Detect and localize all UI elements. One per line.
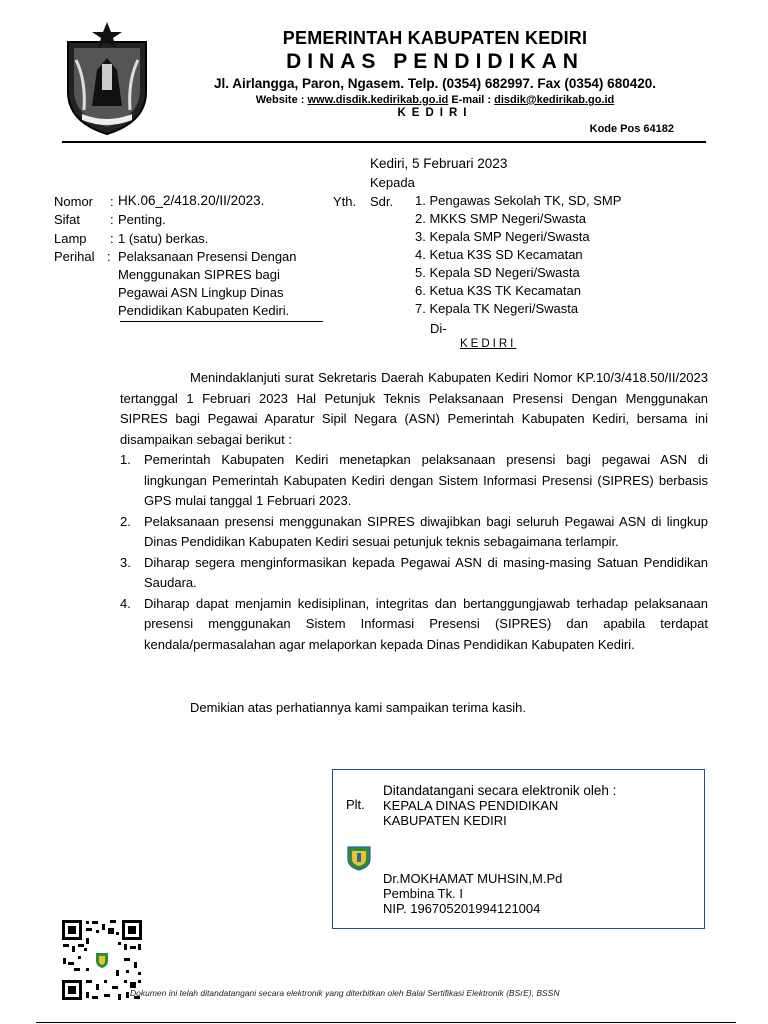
header-agency: DINAS PENDIDIKAN (286, 50, 584, 73)
lamp-colon: : (110, 231, 114, 246)
signer-nip: NIP. 196705201994121004 (383, 901, 541, 916)
signer-name: Dr.MOKHAMAT MUHSIN,M.Pd (383, 871, 563, 886)
recipient-item: 7. Kepala TK Negeri/Swasta (415, 301, 579, 316)
di-city: KEDIRI (460, 338, 517, 350)
yth-label: Yth. (333, 194, 357, 209)
recipient-item: 5. Kepala SD Negeri/Swasta (415, 265, 580, 280)
lamp-label: Lamp (54, 231, 87, 246)
recipient-item: 4. Ketua K3S SD Kecamatan (415, 247, 583, 262)
signed-by-label: Ditandatangani secara elektronik oleh : (383, 783, 617, 798)
perihal-value (118, 248, 297, 320)
lamp-value: 1 (satu) berkas. (118, 231, 209, 246)
list-item-number: 4. (120, 595, 131, 611)
kediri-emblem-icon (346, 843, 372, 871)
sifat-colon: : (110, 212, 114, 227)
recipient-item: 1. Pengawas Sekolah TK, SD, SMP (415, 193, 622, 208)
perihal-label: Perihal (54, 249, 95, 264)
perihal-underline (120, 321, 323, 322)
list-item-text: Diharap segera menginformasikan kepada Pegawai ASN di masing-masing Satuan Pendidikan Saudara. (144, 554, 708, 590)
list-item-number: 2. (120, 513, 131, 529)
di-label: Di- (430, 321, 447, 336)
list-item-text: Pemerintah Kabupaten Kediri menetapkan pelaksanaan presensi bagi pegawai ASN di lingkungan Pemerintah Kabupaten Kediri dengan Sistem Informasi Presensi (SIPRES) berbasis GPS mulai tanggal 1 Februari 2023. (144, 452, 708, 508)
kepada-label: Kepada (370, 175, 415, 190)
header-address: Jl. Airlangga, Paron, Ngasem. Telp. (0354) 682997. Fax (0354) 680420. (214, 76, 656, 91)
recipient-item: 3. Kepala SMP Negeri/Swasta (415, 229, 590, 244)
perihal-line: Pegawai ASN Lingkup Dinas (118, 285, 284, 300)
header-divider (62, 141, 706, 143)
header-city: KEDIRI (397, 107, 473, 119)
perihal-line: Pendidikan Kabupaten Kediri. (118, 303, 290, 318)
recipient-item: 6. Ketua K3S TK Kecamatan (415, 283, 581, 298)
email-link[interactable]: disdik@kedirikab.go.id (494, 94, 615, 106)
sifat-label: Sifat (54, 212, 81, 227)
list-item (120, 512, 708, 553)
plt-label: Plt. (346, 797, 365, 812)
header-contacts (170, 94, 700, 106)
list-item-text: Pelaksanaan presensi menggunakan SIPRES diwajibkan bagi seluruh Pegawai ASN di lingkup Dinas Pendidikan Kabupaten Kediri sesuai petunjuk teknis sebagaimana terlampir. (144, 513, 708, 549)
perihal-colon: : (107, 249, 111, 264)
intro-paragraph: Menindaklanjuti surat Sekretaris Daerah Kabupaten Kediri Nomor KP.10/3/418.50/II/2023 tertanggal 1 Februari 2023 Hal Petunjuk Teknis Pelaksanaan Presensi Dengan Menggunakan SIPRES bagi Pegawai Aparatur Sipil Negara (ASN) Pemerintah Kabupaten Kediri, bersama ini disampaikan sebagai berikut : (120, 370, 708, 447)
list-item-number: 3. (120, 554, 131, 570)
signer-position-1: KEPALA DINAS PENDIDIKAN (383, 798, 559, 813)
website-link[interactable]: www.disdik.kedirikab.go.id (307, 94, 449, 106)
list-item-text: Diharap dapat menjamin kedisiplinan, integritas dan bertanggungjawab terhadap pelaksanaan presensi menggunakan Sistem Informasi Presensi (SIPRES) dan apabila terdapat kendala/permasalahan agar melaporkan kepada Dinas Pendidikan Kabupaten Kediri. (144, 595, 708, 652)
list-item (120, 594, 708, 656)
perihal-line: Pelaksanaan Presensi Dengan (118, 249, 297, 264)
email-label: E-mail : (451, 94, 492, 106)
recipient-list (415, 192, 621, 318)
signer-rank: Pembina Tk. I (383, 886, 463, 901)
perihal-line: Menggunakan SIPRES bagi (118, 267, 280, 282)
points-list (120, 450, 708, 655)
esign-footnote: Dokumen ini telah ditandatangani secara elektronik yang diterbitkan oleh Balai Sertifikasi Elektronik (BSrE), BSSN (130, 988, 560, 998)
nomor-value: HK.06_2/418.20/II/2023. (118, 193, 265, 208)
postal-code: Kode Pos 64182 (589, 123, 674, 135)
signer-position-2: KABUPATEN KEDIRI (383, 813, 507, 828)
place-date: Kediri, 5 Februari 2023 (370, 156, 508, 171)
list-item (120, 450, 708, 512)
kabupaten-kediri-logo (62, 20, 152, 136)
sdr-label: Sdr. (370, 194, 394, 209)
header-government: PEMERINTAH KABUPATEN KEDIRI (282, 28, 588, 48)
footer-divider (36, 1022, 736, 1023)
closing-sentence: Demikian atas perhatiannya kami sampaikan terima kasih. (190, 700, 526, 715)
recipient-item: 2. MKKS SMP Negeri/Swasta (415, 211, 586, 226)
nomor-colon: : (110, 194, 114, 209)
sifat-value: Penting. (118, 212, 166, 227)
list-item-number: 1. (120, 452, 131, 467)
nomor-label: Nomor (54, 194, 94, 209)
website-label: Website : (255, 94, 305, 106)
list-item (120, 553, 708, 594)
